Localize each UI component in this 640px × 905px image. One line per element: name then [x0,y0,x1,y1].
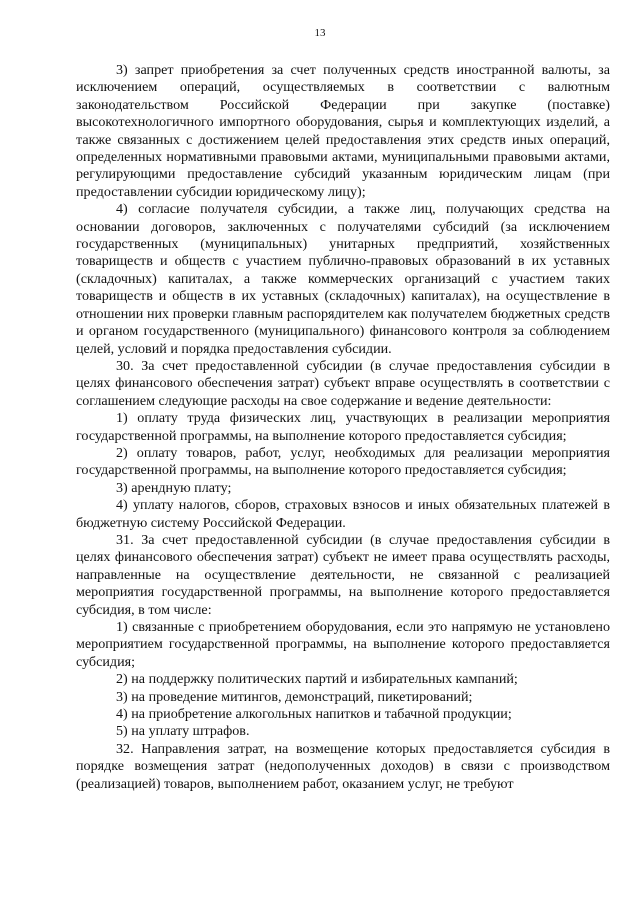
paragraph-clause-31-item-2: 2) на поддержку политических партий и избирательных кампаний; [116,671,518,688]
paragraph-clause-31: 31. За счет предоставленной субсидии (в случае предоставления субсидии в целях финансового обеспечения затрат) субъект не имеет права осуществлять расходы, направленные на осуществление деятельности, не связанной с реализацией мероприятия государственной программы, на выполнение которого предоставляется субсидия, в том числе: [76,531,610,618]
paragraph-clause-30-item-4: 4) уплату налогов, сборов, страховых взносов и иных обязательных платежей в бюджетную систему Российской Федерации. [76,497,610,531]
paragraph-clause-31-item-1: 1) связанные с приобретением оборудования, если это напрямую не установлено мероприятием государственной программы, на выполнение которого предоставляется субсидия; [76,619,610,670]
paragraph-clause-31-item-5: 5) на уплату штрафов. [116,723,250,740]
paragraph-clause-32: 32. Направления затрат, на возмещение которых предоставляется субсидия в порядке возмещения затрат (недополученных доходов) в связи с производством (реализацией) товаров, выполнением работ, оказанием услуг, не требуют [76,740,610,792]
paragraph-item-3-currency-ban: 3) запрет приобретения за счет полученных средств иностранной валюты, за исключением операций, осуществляемых в соответствии с валютным законодательством Российской Федерации при закупке (поставке) высокотехнологичного импортного оборудования, сырья и комплектующих изделий, а также связанных с достижением целей предоставления этих средств иных операций, определенных нормативными правовыми актами, муниципальными правовыми актами, регулирующими предоставление субсидий указанным юридическим лицам (при предоставлении субсидии юридическому лицу); [76,62,610,200]
paragraph-clause-31-item-3: 3) на проведение митингов, демонстраций, пикетирований; [116,688,473,705]
paragraph-clause-30: 30. За счет предоставленной субсидии (в случае предоставления субсидии в целях финансового обеспечения затрат) субъект вправе осуществлять в соответствии с соглашением следующие расходы на свое содержание и ведение деятельности: [76,357,610,409]
paragraph-clause-30-item-2: 2) оплату товаров, работ, услуг, необходимых для реализации мероприятия государственной программы, на выполнение которого предоставляется субсидия; [76,444,610,479]
document-body [76,62,610,793]
page-number: 13 [314,27,326,39]
paragraph-clause-30-item-1: 1) оплату труда физических лиц, участвующих в реализации мероприятия государственной программы, на выполнение которого предоставляется субсидия; [76,410,610,444]
paragraph-clause-31-item-4: 4) на приобретение алкогольных напитков и табачной продукции; [116,706,512,723]
paragraph-item-4-inspection-consent: 4) согласие получателя субсидии, а также лиц, получающих средства на основании договоров, заключенных с получателями субсидий (за исключением государственных (муниципальных) унитарных предприятий, хозяйственных товариществ и обществ с участием публично-правовых образований в их уставных (складочных) капиталах, а также коммерческих организаций с участием таких товариществ и обществ в их уставных (складочных) капиталах), на осуществление в отношении них проверки главным распорядителем как получателем бюджетных средств и органом государственного (муниципального) финансового контроля за соблюдением целей, условий и порядка предоставления субсидии. [76,201,610,357]
paragraph-clause-30-item-3: 3) арендную плату; [116,479,232,496]
